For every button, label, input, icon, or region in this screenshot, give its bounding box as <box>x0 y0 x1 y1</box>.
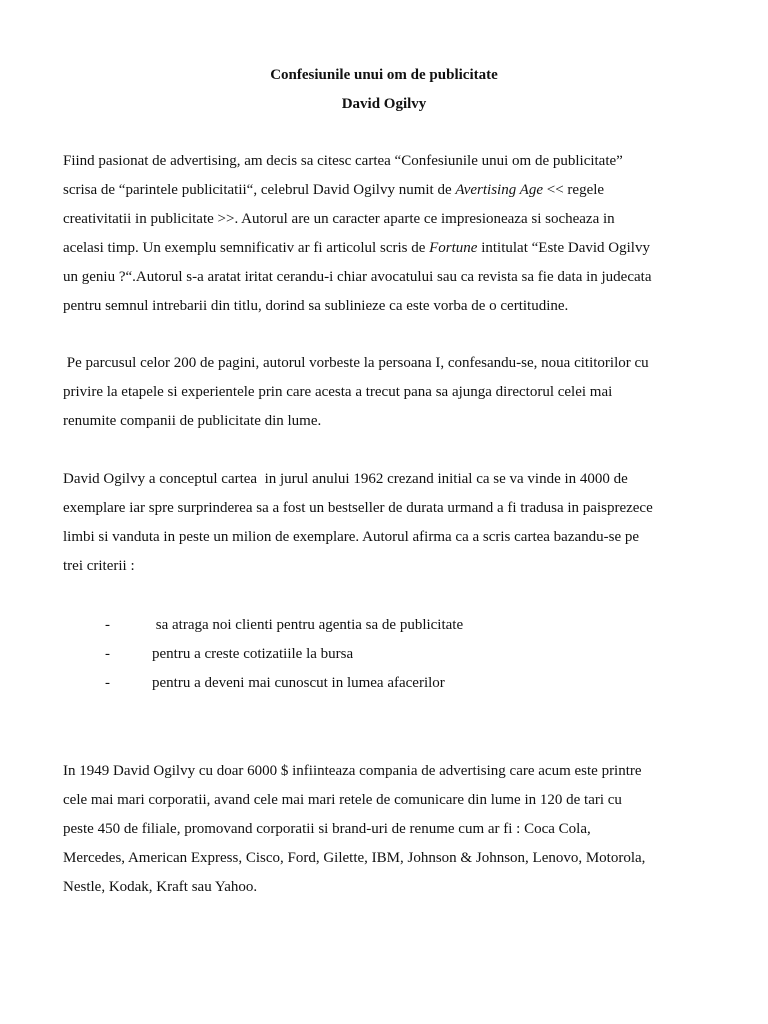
paragraph-intro <box>63 147 711 321</box>
criteria-list <box>0 611 768 698</box>
text-line: cele mai mari corporatii, avand cele mai mari retele de comunicare din lume in 120 de tari cu <box>63 792 622 808</box>
italic-publication: Fortune <box>429 240 478 256</box>
list-item <box>0 611 768 640</box>
paragraph-structure <box>63 349 711 436</box>
text-line: creativitatii in publicitate >>. Autorul are un caracter aparte ce impresioneaza si socheaza in <box>63 211 615 227</box>
paragraph-company <box>63 757 711 902</box>
document-title: Confesiunile unui om de publicitate <box>270 67 498 83</box>
text-line: peste 450 de filiale, promovand corporatii si brand-uri de renume cum ar fi : Coca Cola, <box>63 821 591 837</box>
text-line: trei criterii : <box>63 558 135 574</box>
text-line <box>63 176 711 205</box>
text-line: limbi si vanduta in peste un milion de exemplare. Autorul afirma ca a scris cartea bazandu-se pe <box>63 529 640 545</box>
text-run: intitulat “Este David Ogilvy <box>477 240 650 256</box>
text-line: Nestle, Kodak, Kraft sau Yahoo. <box>63 879 258 895</box>
text-line: privire la etapele si experientele prin care acesta a trecut pana sa ajunga directorul celei mai <box>63 384 613 400</box>
italic-publication: Avertising Age <box>455 182 544 198</box>
list-item-text: pentru a creste cotizatiile la bursa <box>152 646 354 662</box>
text-run: << regele <box>543 182 605 198</box>
text-line: exemplare iar spre surprinderea sa a fost un bestseller de durata urmand a fi tradusa in paisprezece <box>63 500 653 516</box>
text-run: acelasi timp. Un exemplu semnificativ ar fi articolul scris de <box>63 240 430 256</box>
text-line <box>63 234 711 263</box>
paragraph-history <box>63 465 711 581</box>
text-line: un geniu ?“.Autorul s-a aratat iritat cerandu-i chiar avocatului sau ca revista sa fie data in judecata <box>63 269 652 285</box>
list-item <box>0 640 768 669</box>
text-line: renumite companii de publicitate din lume. <box>63 413 322 429</box>
bullet-dash: - <box>105 617 110 633</box>
document-author: David Ogilvy <box>341 96 427 112</box>
list-item-text: pentru a deveni mai cunoscut in lumea afacerilor <box>152 675 445 691</box>
text-line: Fiind pasionat de advertising, am decis sa citesc cartea “Confesiunile unui om de publicitate” <box>63 153 623 169</box>
text-line: David Ogilvy a conceptul cartea in jurul anului 1962 crezand initial ca se va vinde in 4000 de <box>63 471 628 487</box>
text-line: In 1949 David Ogilvy cu doar 6000 $ infiinteaza compania de advertising care acum este printre <box>63 763 642 779</box>
text-line: Mercedes, American Express, Cisco, Ford, Gilette, IBM, Johnson & Johnson, Lenovo, Motorola, <box>63 850 646 866</box>
text-line: pentru semnul intrebarii din titlu, dorind sa sublinieze ca este vorba de o certitudine. <box>63 298 569 314</box>
text-run: scrisa de “parintele publicitatii“, celebrul David Ogilvy numit de <box>63 182 456 198</box>
text-line: Pe parcusul celor 200 de pagini, autorul vorbeste la persoana I, confesandu-se, noua cititorilor cu <box>63 355 649 371</box>
bullet-dash: - <box>105 646 110 662</box>
list-item <box>0 669 768 698</box>
list-item-text: sa atraga noi clienti pentru agentia sa de publicitate <box>152 617 464 633</box>
bullet-dash: - <box>105 675 110 691</box>
